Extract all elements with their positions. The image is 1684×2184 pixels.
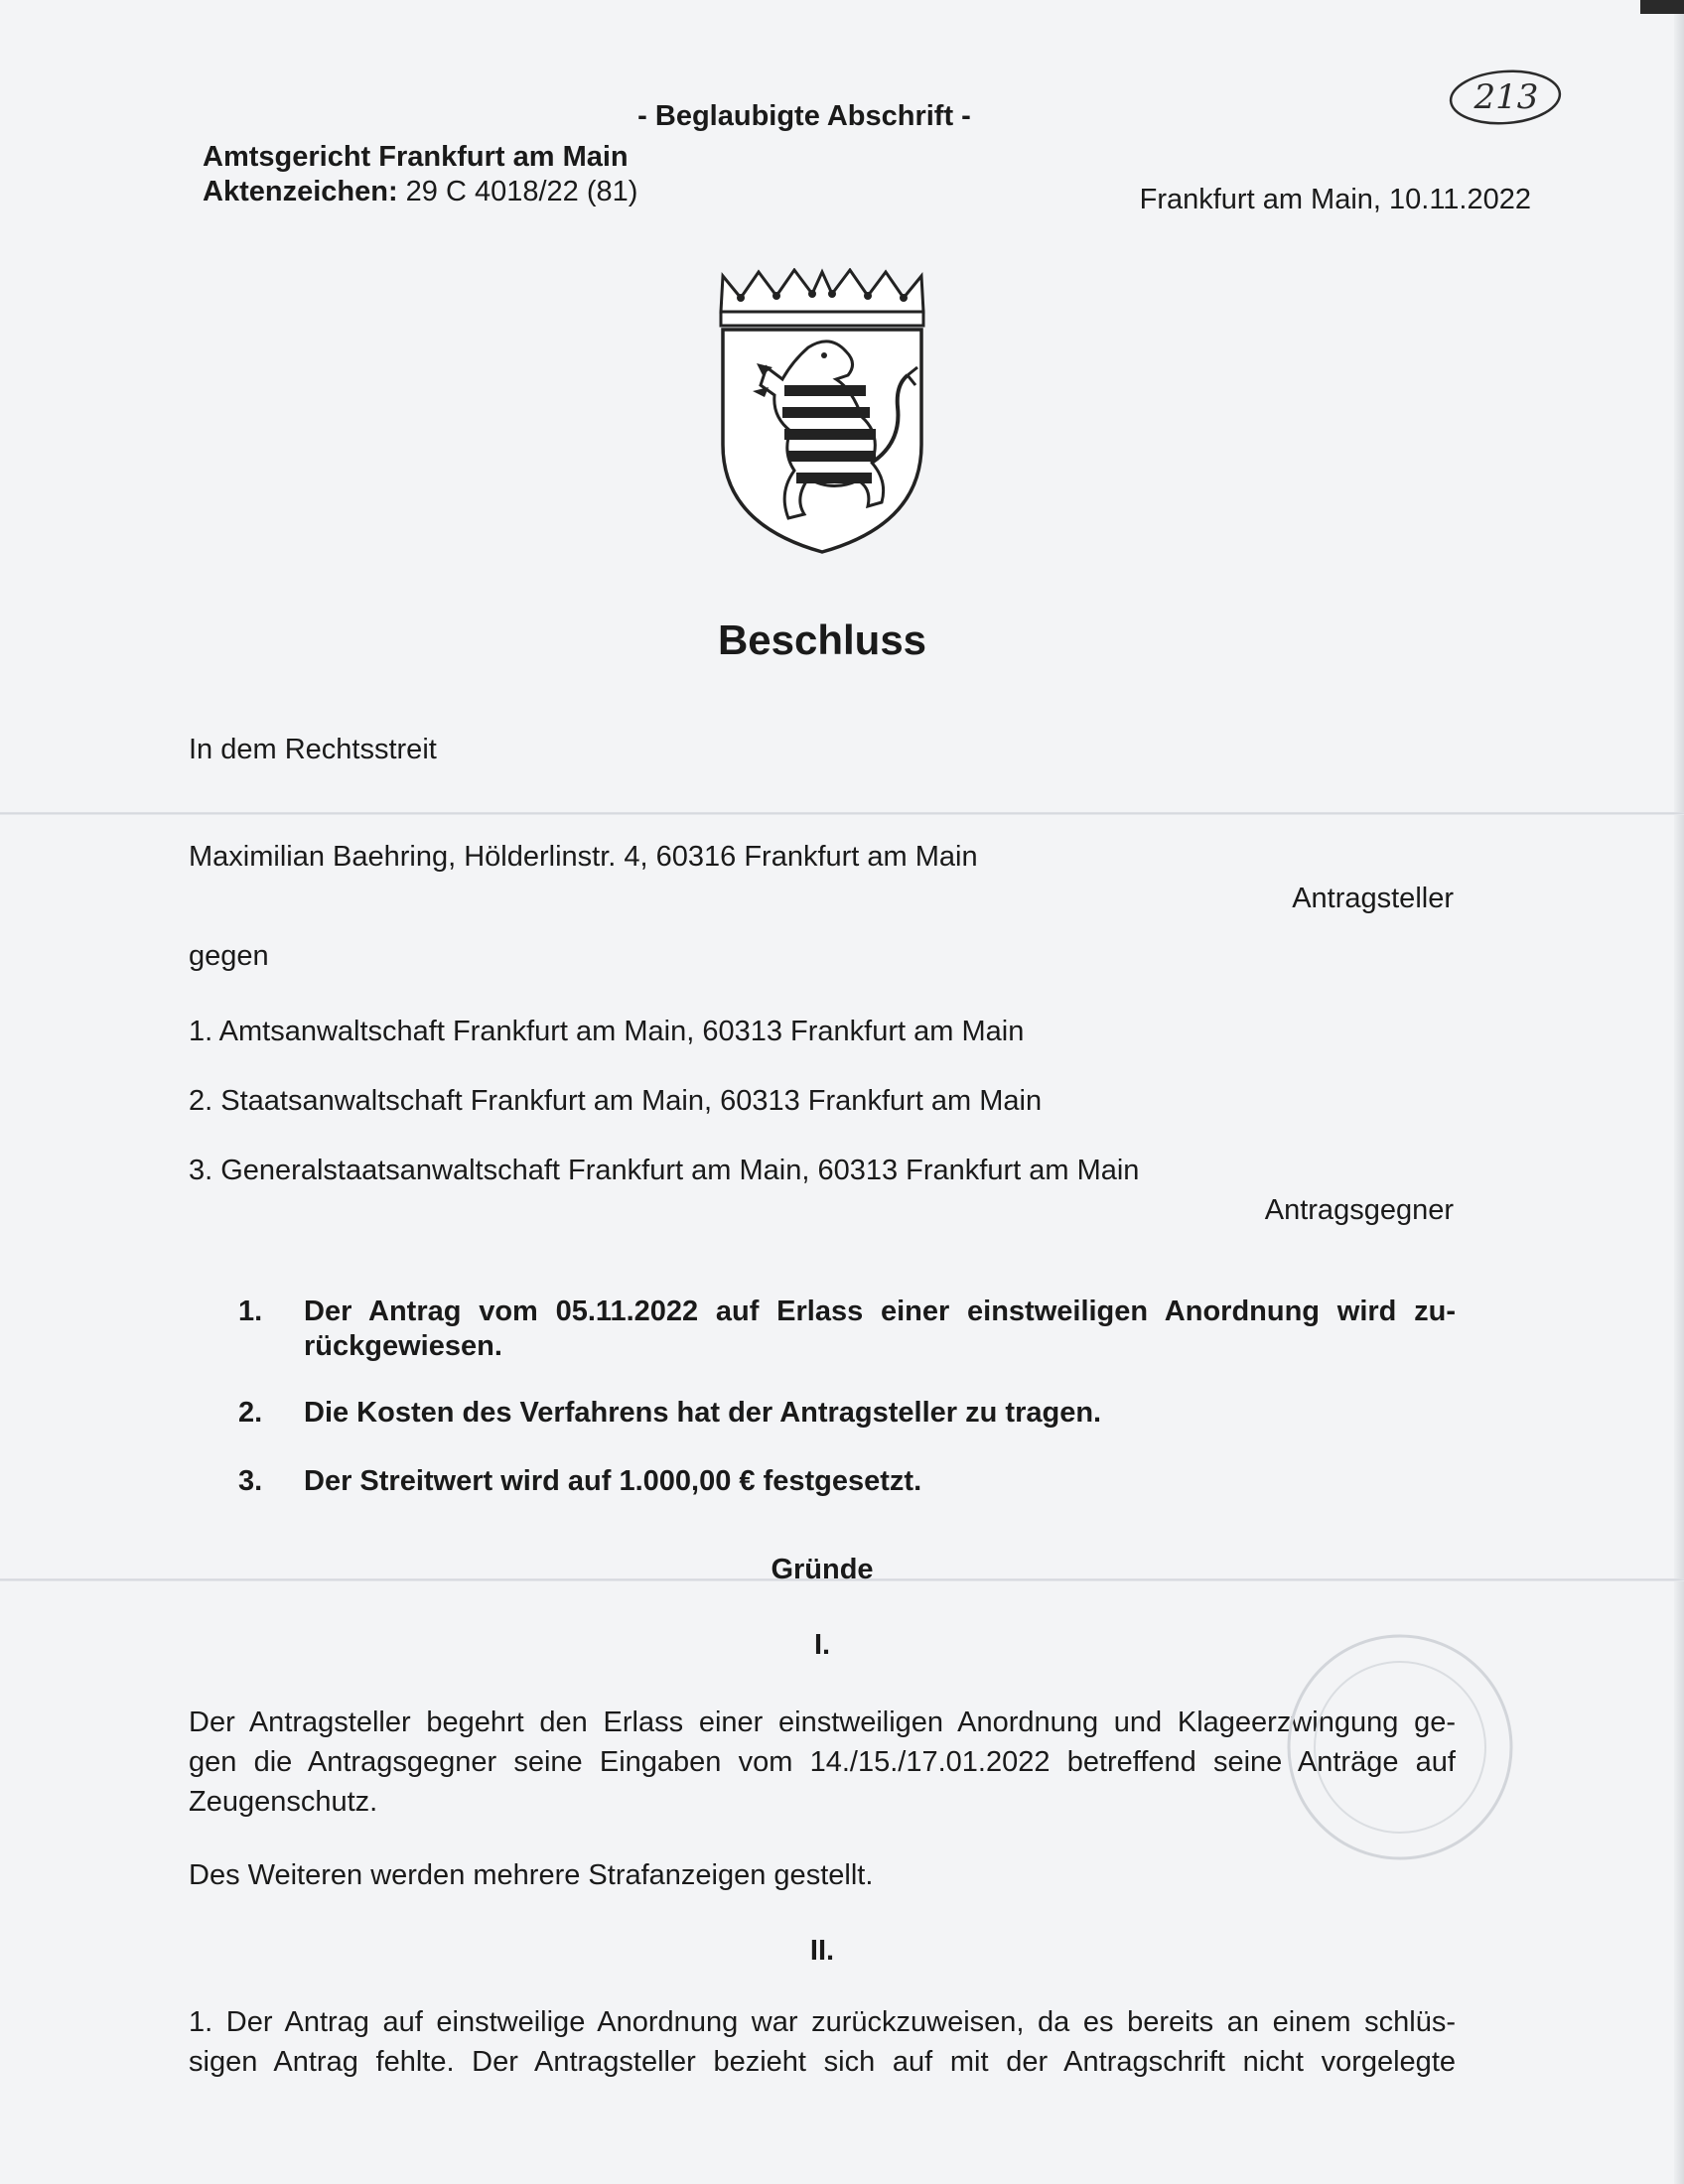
decision-number: 3. — [238, 1465, 263, 1497]
paragraph-line: sigen Antrag fehlte. Der Antragsteller bezieht sich auf mit der Antragschrift nicht vorgelegte — [189, 2046, 1456, 2078]
file-reference — [203, 175, 759, 209]
court-name: Amtsgericht Frankfurt am Main — [203, 141, 629, 173]
page-edge — [1674, 0, 1684, 2184]
decision-text-continued: rückgewiesen. — [304, 1330, 502, 1362]
section-numeral: I. — [813, 1629, 831, 1661]
decision-item — [238, 1396, 1456, 1432]
certified-copy-stamp: - Beglaubigte Abschrift - — [637, 100, 971, 132]
reasons-paragraph: Des Weiteren werden mehrere Strafanzeigen gestellt. — [189, 1859, 874, 1891]
court-seal-icon — [1281, 1628, 1519, 1866]
applicant-line: Maximilian Baehring, Hölderlinstr. 4, 60316 Frankfurt am Main — [189, 841, 978, 873]
paragraph-line: Der Antragsteller begehrt den Erlass einer einstweiligen Anordnung und Klageerzwingung ge- — [189, 1706, 1456, 1738]
applicant-role: Antragsteller — [1292, 883, 1454, 914]
paragraph-line: Zeugenschutz. — [189, 1786, 378, 1818]
decision-item — [238, 1464, 1456, 1500]
decision-number: 2. — [238, 1397, 263, 1429]
place-and-date: Frankfurt am Main, 10.11.2022 — [1139, 184, 1531, 215]
hessen-coat-of-arms-icon — [713, 268, 931, 556]
decision-number: 1. — [238, 1296, 263, 1327]
section-numeral: II. — [809, 1935, 835, 1967]
paragraph-line: 1. Der Antrag auf einstweilige Anordnung war zurückzuweisen, da es bereits an einem schlüs- — [189, 2006, 1456, 2038]
handwritten-page-number — [1448, 68, 1565, 127]
reasons-paragraph — [189, 1706, 1456, 1820]
decision-text: Der Antrag vom 05.11.2022 auf Erlass einer einstweiligen Anordnung wird zu- — [304, 1296, 1456, 1327]
scan-corner — [1640, 0, 1684, 14]
respondent-item: 3. Generalstaatsanwaltschaft Frankfurt am Main, 60313 Frankfurt am Main — [189, 1155, 1140, 1186]
decision-text: Die Kosten des Verfahrens hat der Antragsteller zu tragen. — [304, 1397, 1102, 1429]
reasons-paragraph — [189, 2005, 1456, 2080]
respondents-role: Antragsgegner — [1264, 1194, 1454, 1226]
versus-text: gegen — [189, 940, 269, 972]
file-number: 29 C 4018/22 (81) — [405, 176, 638, 207]
respondent-item: 2. Staatsanwaltschaft Frankfurt am Main, 60313 Frankfurt am Main — [189, 1085, 1043, 1117]
paragraph-line: gen die Antragsgegner seine Eingaben vom 14./15./17.01.2022 betreffend seine Anträge auf — [189, 1746, 1456, 1778]
document-title: Beschluss — [717, 616, 927, 663]
respondent-item: 1. Amtsanwaltschaft Frankfurt am Main, 60313 Frankfurt am Main — [189, 1016, 1025, 1047]
decision-item — [238, 1295, 1456, 1368]
decision-text: Der Streitwert wird auf 1.000,00 € festgesetzt. — [304, 1465, 922, 1497]
file-label: Aktenzeichen: — [203, 176, 398, 207]
page-number-text: 213 — [1474, 77, 1539, 117]
fold-line — [0, 812, 1684, 815]
reasons-heading: Gründe — [771, 1554, 874, 1585]
intro-text: In dem Rechtsstreit — [189, 734, 437, 765]
